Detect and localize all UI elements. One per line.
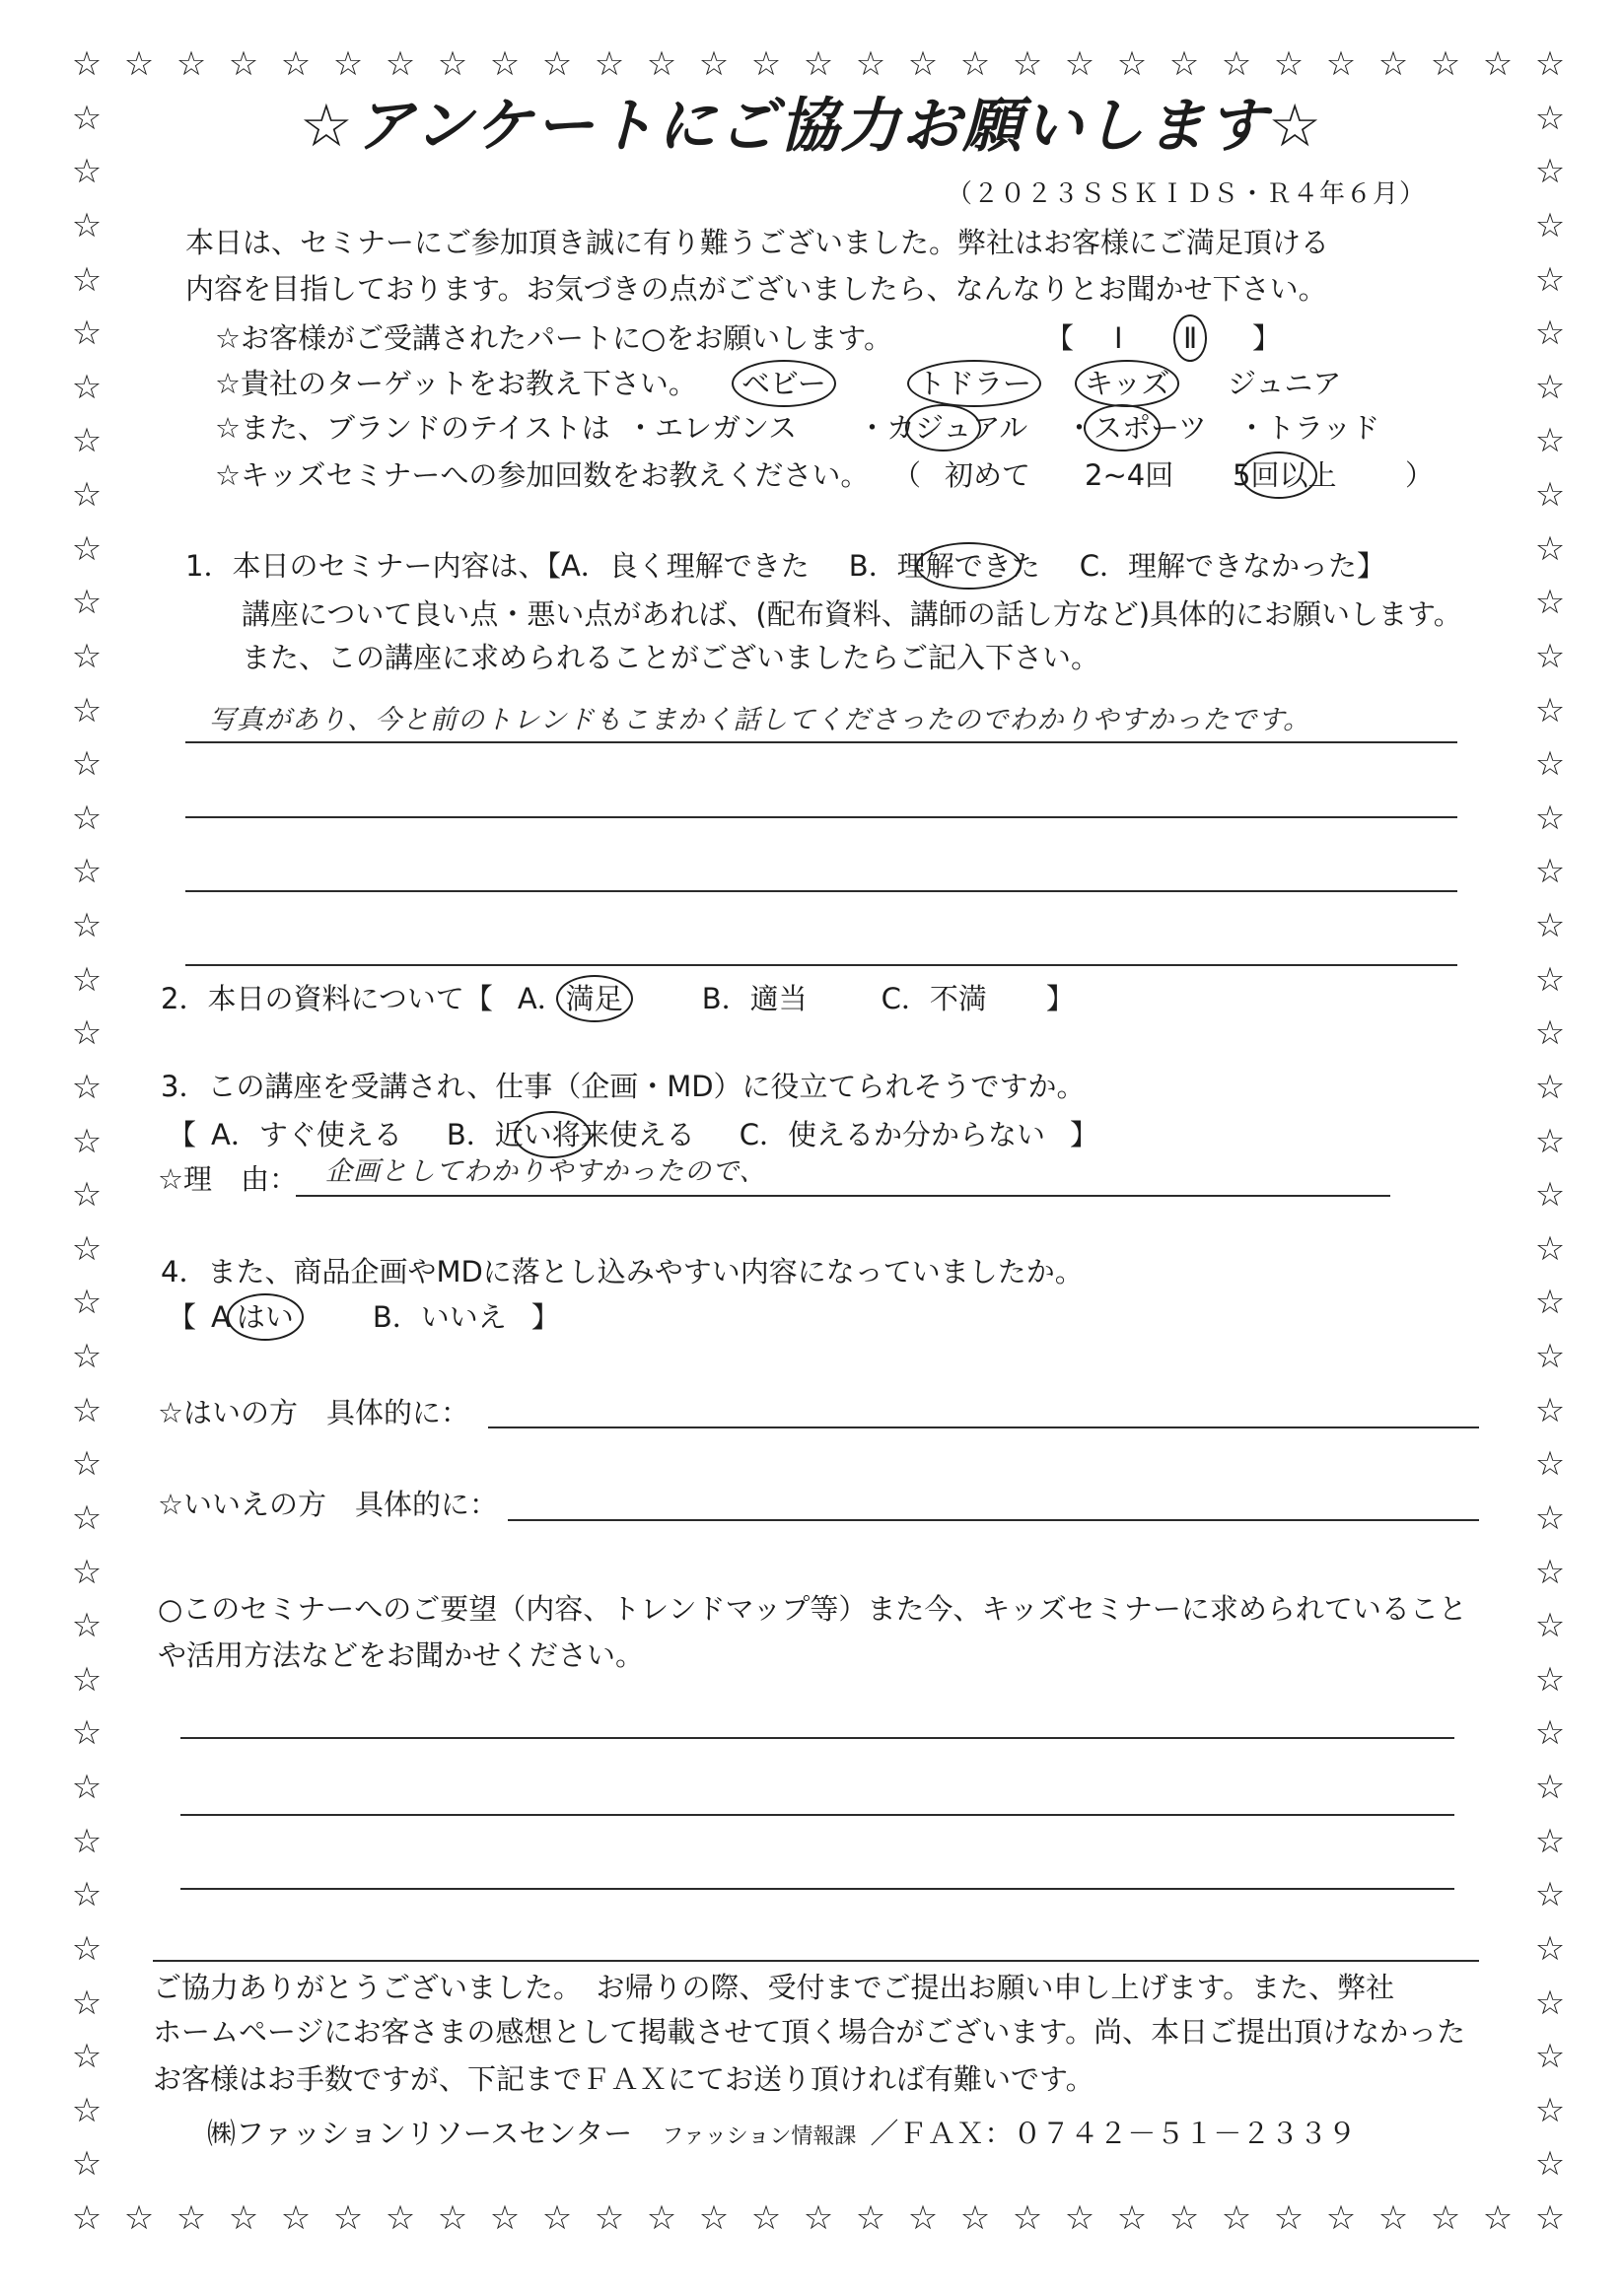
count-bracket-close: ）	[1405, 458, 1435, 492]
border-star: ☆	[1273, 2198, 1305, 2238]
border-star: ☆	[71, 1606, 103, 1646]
border-star: ☆	[646, 2198, 677, 2238]
border-star: ☆	[71, 1875, 103, 1915]
border-star: ☆	[1534, 1983, 1566, 2023]
intro-line: 内容を目指しております。お気づきの点がございましたら、なんなりとお聞かせ下さい。	[185, 272, 1327, 306]
q1-instruction-line: また、この講座に求められることがございましたらご記入下さい。	[242, 641, 1100, 674]
border-star: ☆	[907, 2198, 939, 2238]
border-star: ☆	[1168, 44, 1200, 84]
footer-department: ファッション情報課	[662, 2124, 857, 2149]
border-star: ☆	[176, 2198, 207, 2238]
target-option-kids: キッズ	[1085, 367, 1170, 400]
border-star: ☆	[959, 2198, 991, 2238]
border-star: ☆	[1482, 44, 1514, 84]
border-star: ☆	[1534, 1390, 1566, 1430]
border-star: ☆	[71, 528, 103, 569]
border-star: ☆	[1534, 906, 1566, 945]
border-star: ☆	[385, 2198, 416, 2238]
closing-line: ホームページにお客さまの感想として掲載させて頂く場合がございます。尚、本日ご提出頂けなかった	[153, 2015, 1466, 2049]
border-star: ☆	[1534, 2037, 1566, 2077]
q4-option-a-mark: はい	[236, 1300, 294, 1334]
q2-prefix: 2．本日の資料について	[161, 982, 464, 1015]
border-star: ☆	[1430, 2198, 1461, 2238]
q1-question	[185, 550, 1385, 582]
border-star: ☆	[71, 906, 103, 945]
border-star: ☆	[1064, 44, 1095, 84]
border-star: ☆	[594, 2198, 625, 2238]
border-star: ☆	[1534, 475, 1566, 515]
closing-line: お客様はお手数ですが、下記までＦＡＸにてお送り頂ければ有難いです。	[153, 2062, 1094, 2096]
yes-detail-label: ☆はいの方 具体的に：	[158, 1396, 469, 1429]
border-star: ☆	[71, 1552, 103, 1592]
border-star: ☆	[1534, 1228, 1566, 1269]
border-star: ☆	[71, 959, 103, 1000]
q1-option-b-post: た	[1011, 549, 1040, 583]
q2-question	[161, 983, 1075, 1014]
border-star: ☆	[1534, 1337, 1566, 1376]
taste-option-sports-pre: ・	[1065, 411, 1094, 445]
border-star: ☆	[71, 2090, 103, 2130]
border-star: ☆	[1325, 44, 1357, 84]
q1-option-b-mark: 解でき	[925, 549, 1012, 583]
q3-handwritten-reason: 企画としてわかりやすかったので、	[325, 1156, 767, 1187]
border-star: ☆	[1534, 1283, 1566, 1323]
border-star: ☆	[71, 2144, 103, 2185]
border-star: ☆	[1534, 1875, 1566, 1915]
border-star: ☆	[1534, 421, 1566, 461]
count-option-5plus-post: 上	[1307, 458, 1337, 492]
border-star: ☆	[489, 2198, 521, 2238]
request-answer-rule	[180, 1737, 1454, 1739]
section-divider	[153, 1960, 1479, 1962]
border-star: ☆	[1012, 2198, 1043, 2238]
q3-option-b-post: 来使える	[580, 1118, 695, 1151]
border-star: ☆	[1534, 1606, 1566, 1646]
part-bracket-open: 【	[1045, 321, 1075, 355]
border-star: ☆	[1534, 98, 1566, 138]
border-star: ☆	[750, 44, 782, 84]
taste-option-sports-mark: スポ	[1094, 411, 1152, 445]
border-star: ☆	[71, 1983, 103, 2023]
reason-line-rule	[296, 1195, 1390, 1197]
border-star: ☆	[71, 636, 103, 676]
border-star: ☆	[1325, 2198, 1357, 2238]
intro-line: 本日は、セミナーにご参加頂き誠に有り難うございました。弊社はお客様にご満足頂ける	[185, 226, 1330, 259]
border-star: ☆	[71, 44, 103, 84]
q1-option-c: C．理解できなかった	[1079, 549, 1357, 583]
border-star: ☆	[71, 1444, 103, 1485]
border-star: ☆	[1534, 1121, 1566, 1161]
q3-reason-label: ☆理 由：	[158, 1162, 298, 1196]
border-star: ☆	[71, 1067, 103, 1107]
border-star: ☆	[594, 44, 625, 84]
q1-option-b	[849, 549, 1040, 583]
edition-note: （２０２３ＳＳＫＩＤＳ・Ｒ４年６月）	[947, 179, 1427, 209]
answer-line-rule	[185, 890, 1457, 892]
border-star: ☆	[1534, 1444, 1566, 1485]
closing-line: ご協力ありがとうございました。 お帰りの際、受付までご提出お願い申し上げます。また、弊社	[153, 1971, 1395, 2004]
q1-prefix: 1．本日のセミナー内容は、【	[185, 549, 561, 583]
target-option-junior: ジュニア	[1228, 367, 1342, 400]
border-star: ☆	[71, 1013, 103, 1054]
taste-option-casual-mark: ジュ	[915, 411, 972, 445]
q4-options	[168, 1301, 560, 1333]
part-option-1: Ⅰ	[1114, 321, 1123, 355]
border-star: ☆	[437, 44, 468, 84]
q3-option-b-pre: B．近	[446, 1118, 524, 1151]
border-star: ☆	[71, 1928, 103, 1969]
border-star: ☆	[1534, 1659, 1566, 1700]
q4-bracket-open: 【	[168, 1300, 197, 1334]
border-star: ☆	[1534, 1067, 1566, 1107]
border-star: ☆	[1534, 2144, 1566, 2185]
q3-option-b	[447, 1118, 695, 1151]
border-star: ☆	[1221, 44, 1252, 84]
request-answer-rule	[180, 1888, 1454, 1890]
q3-option-a: A．すぐ使える	[211, 1118, 402, 1151]
border-star: ☆	[71, 367, 103, 407]
count-option-5plus-mark: 回以	[1250, 458, 1308, 492]
q4-bracket-close: 】	[530, 1300, 560, 1334]
border-star: ☆	[1534, 1713, 1566, 1754]
q2-option-a-pre: A．	[517, 982, 566, 1015]
q4-option-a	[211, 1300, 294, 1334]
border-star: ☆	[1534, 313, 1566, 354]
taste-option-sports	[1065, 412, 1207, 444]
border-star: ☆	[1534, 636, 1566, 676]
border-star: ☆	[332, 2198, 364, 2238]
border-star: ☆	[698, 2198, 730, 2238]
part-bracket-close: 】	[1252, 321, 1282, 355]
border-star: ☆	[1534, 2198, 1566, 2238]
border-star: ☆	[1534, 852, 1566, 892]
border-star: ☆	[1534, 1013, 1566, 1054]
q2-option-c: C．不満	[881, 982, 987, 1015]
border-star: ☆	[1116, 44, 1148, 84]
taste-option-casual	[858, 412, 1027, 444]
q4-option-a-pre: A	[211, 1300, 231, 1334]
part-question-label: ☆お客様がご受講されたパートに○をお願いします。	[215, 321, 892, 355]
border-star: ☆	[1534, 1928, 1566, 1969]
border-star: ☆	[1221, 2198, 1252, 2238]
border-star: ☆	[1534, 798, 1566, 838]
border-star: ☆	[71, 2198, 103, 2238]
border-star: ☆	[71, 1337, 103, 1376]
q4-question: 4．また、商品企画やMDに落とし込みやすい内容になっていましたか。	[161, 1255, 1084, 1288]
border-star: ☆	[71, 2037, 103, 2077]
taste-option-sports-post: ーツ	[1151, 411, 1207, 445]
q1-option-b-pre: B．理	[848, 549, 926, 583]
border-star: ☆	[71, 1390, 103, 1430]
footer-contact	[207, 2118, 1356, 2153]
border-star: ☆	[1534, 1175, 1566, 1216]
q2-option-a-mark: 満足	[565, 982, 623, 1015]
target-question-label: ☆貴社のターゲットをお教え下さい。	[215, 367, 697, 400]
border-star: ☆	[1273, 44, 1305, 84]
no-detail-rule	[508, 1519, 1479, 1521]
border-star: ☆	[228, 2198, 259, 2238]
yes-detail-rule	[488, 1426, 1479, 1428]
border-star: ☆	[803, 2198, 834, 2238]
border-star: ☆	[1377, 2198, 1409, 2238]
q3-option-b-mark: い将	[523, 1118, 581, 1151]
border-star: ☆	[1534, 690, 1566, 731]
border-star: ☆	[1534, 2090, 1566, 2130]
border-star: ☆	[1534, 44, 1566, 84]
border-star: ☆	[1012, 44, 1043, 84]
request-line: や活用方法などをお聞かせください。	[158, 1638, 645, 1672]
border-star: ☆	[71, 1659, 103, 1700]
q3-bracket-close: 】	[1070, 1118, 1099, 1151]
border-star: ☆	[1168, 2198, 1200, 2238]
survey-title: ☆アンケートにご協力お願いします☆	[300, 92, 1323, 161]
target-option-toddler: トドラー	[917, 367, 1032, 400]
border-star: ☆	[1534, 528, 1566, 569]
border-star: ☆	[959, 44, 991, 84]
border-star: ☆	[541, 2198, 573, 2238]
q4-option-b: B．いいえ	[372, 1300, 507, 1334]
border-star: ☆	[1064, 2198, 1095, 2238]
q3-bracket-open: 【	[168, 1118, 197, 1151]
border-star: ☆	[698, 44, 730, 84]
border-star: ☆	[71, 690, 103, 731]
answer-line-rule	[185, 964, 1457, 966]
border-star: ☆	[332, 44, 364, 84]
border-star: ☆	[71, 152, 103, 192]
border-star: ☆	[71, 475, 103, 515]
no-detail-label: ☆いいえの方 具体的に：	[158, 1488, 498, 1521]
border-star: ☆	[1482, 2198, 1514, 2238]
q2-option-a	[518, 982, 623, 1015]
border-star: ☆	[1534, 1497, 1566, 1538]
q2-option-b: B．適当	[701, 982, 808, 1015]
border-star: ☆	[71, 1713, 103, 1754]
answer-line-rule	[185, 741, 1457, 743]
q1-instruction-line: 講座について良い点・悪い点があれば、(配布資料、講師の話し方など)具体的にお願いします。	[242, 597, 1462, 631]
border-star: ☆	[71, 1821, 103, 1861]
border-star: ☆	[1534, 1821, 1566, 1861]
footer-fax: ／ＦＡＸ：０７４２－５１－２３３９	[870, 2117, 1357, 2150]
border-star: ☆	[123, 44, 155, 84]
border-star: ☆	[176, 44, 207, 84]
border-star: ☆	[803, 44, 834, 84]
border-star: ☆	[71, 744, 103, 785]
q3-options	[168, 1119, 1098, 1150]
border-star: ☆	[1377, 44, 1409, 84]
border-star: ☆	[71, 1497, 103, 1538]
border-star: ☆	[855, 2198, 886, 2238]
border-star: ☆	[1534, 1768, 1566, 1807]
border-star: ☆	[1430, 44, 1461, 84]
count-option-first: 初めて	[945, 458, 1031, 492]
border-star: ☆	[750, 2198, 782, 2238]
border-star: ☆	[1534, 1552, 1566, 1592]
border-star: ☆	[71, 205, 103, 245]
q2-bracket-close: 】	[1045, 982, 1075, 1015]
border-star: ☆	[1534, 959, 1566, 1000]
border-star: ☆	[907, 44, 939, 84]
q3-question: 3．この講座を受講され、仕事（企画・MD）に役立てられそうですか。	[161, 1070, 1086, 1103]
border-star: ☆	[71, 98, 103, 138]
q3-option-c: C．使えるか分からない	[739, 1118, 1046, 1151]
q2-bracket-open: 【	[463, 982, 493, 1015]
request-line: ○このセミナーへのご要望（内容、トレンドマップ等）また今、キッズセミナーに求められていること	[158, 1592, 1467, 1626]
count-option-5plus	[1233, 459, 1336, 491]
border-star: ☆	[541, 44, 573, 84]
border-star: ☆	[71, 852, 103, 892]
border-star: ☆	[71, 1121, 103, 1161]
part-option-2: Ⅱ	[1183, 321, 1198, 355]
count-option-5plus-pre: 5	[1233, 458, 1251, 492]
border-star: ☆	[385, 44, 416, 84]
request-answer-rule	[180, 1814, 1454, 1816]
answer-line-rule	[185, 816, 1457, 818]
border-star: ☆	[280, 2198, 312, 2238]
count-question-label: ☆キッズセミナーへの参加回数をお教えください。	[215, 458, 870, 492]
border-star: ☆	[71, 1175, 103, 1216]
border-star: ☆	[71, 313, 103, 354]
border-star: ☆	[71, 1228, 103, 1269]
border-star: ☆	[855, 44, 886, 84]
border-star: ☆	[71, 583, 103, 623]
count-bracket-open: （	[892, 458, 922, 492]
border-star: ☆	[280, 44, 312, 84]
border-star: ☆	[71, 798, 103, 838]
border-star: ☆	[1534, 367, 1566, 407]
target-option-baby: ベビー	[741, 367, 826, 400]
border-star: ☆	[71, 259, 103, 300]
count-option-2-4: 2~4回	[1085, 458, 1174, 492]
border-star: ☆	[71, 421, 103, 461]
border-star: ☆	[228, 44, 259, 84]
q1-bracket-close: 】	[1356, 549, 1385, 583]
border-star: ☆	[1534, 744, 1566, 785]
border-star: ☆	[646, 44, 677, 84]
border-star: ☆	[1534, 152, 1566, 192]
taste-question-label: ☆また、ブランドのテイストは	[215, 411, 610, 445]
footer-company: ㈱ファッションリソースセンター	[207, 2117, 633, 2150]
q1-option-a: A．良く理解できた	[560, 549, 810, 583]
border-star: ☆	[1534, 205, 1566, 245]
border-star: ☆	[71, 1768, 103, 1807]
border-star: ☆	[489, 44, 521, 84]
border-star: ☆	[1534, 583, 1566, 623]
taste-option-trad: ・トラッド	[1237, 411, 1380, 445]
border-star: ☆	[1116, 2198, 1148, 2238]
taste-option-casual-pre: ・カ	[858, 411, 916, 445]
taste-option-elegance: ・エレガンス	[626, 411, 798, 445]
border-star: ☆	[437, 2198, 468, 2238]
border-star: ☆	[1534, 259, 1566, 300]
border-star: ☆	[71, 1283, 103, 1323]
q1-handwritten-answer: 写真があり、今と前のトレンドもこまかく話してくださったのでわかりやすかったです。	[209, 705, 1311, 735]
border-star: ☆	[123, 2198, 155, 2238]
taste-option-casual-post: アル	[971, 411, 1028, 445]
